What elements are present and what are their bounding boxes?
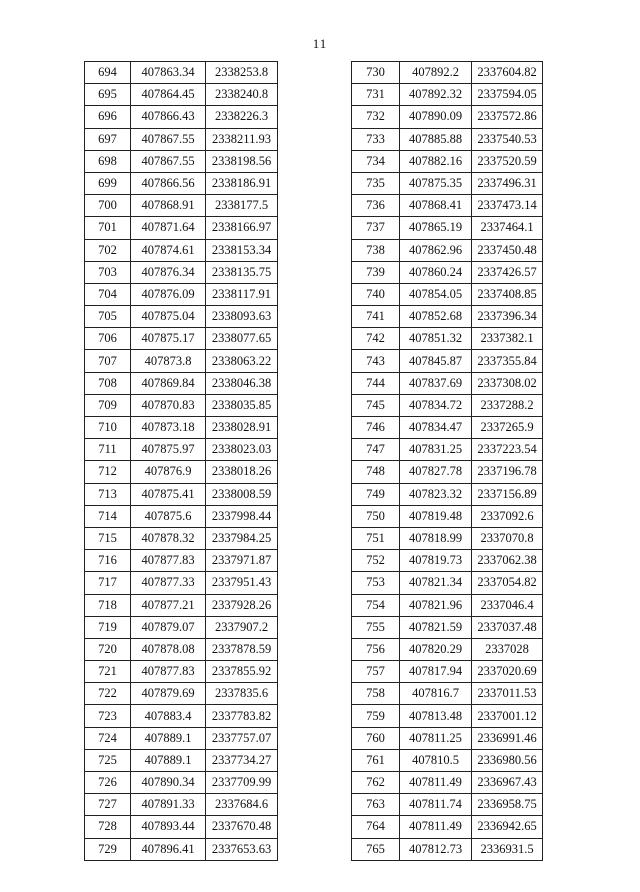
table-row bbox=[85, 106, 278, 128]
coordinates-table-left bbox=[84, 61, 278, 861]
table-row bbox=[85, 572, 278, 594]
table-row bbox=[85, 84, 278, 106]
y-coordinate-cell: 2338093.63 bbox=[206, 306, 278, 328]
table-row bbox=[352, 838, 543, 860]
y-coordinate-cell: 2336967.43 bbox=[472, 772, 543, 794]
table-row bbox=[352, 172, 543, 194]
x-coordinate-cell: 407869.84 bbox=[131, 372, 206, 394]
y-coordinate-cell: 2338198.56 bbox=[206, 150, 278, 172]
x-coordinate-cell: 407876.34 bbox=[131, 261, 206, 283]
x-coordinate-cell: 407882.16 bbox=[400, 150, 472, 172]
point-number-cell: 764 bbox=[352, 816, 400, 838]
y-coordinate-cell: 2336942.65 bbox=[472, 816, 543, 838]
table-row bbox=[85, 128, 278, 150]
y-coordinate-cell: 2337971.87 bbox=[206, 550, 278, 572]
point-number-cell: 705 bbox=[85, 306, 131, 328]
x-coordinate-cell: 407877.83 bbox=[131, 550, 206, 572]
x-coordinate-cell: 407834.47 bbox=[400, 417, 472, 439]
x-coordinate-cell: 407874.61 bbox=[131, 239, 206, 261]
point-number-cell: 744 bbox=[352, 372, 400, 394]
y-coordinate-cell: 2337382.1 bbox=[472, 328, 543, 350]
table-row bbox=[85, 794, 278, 816]
y-coordinate-cell: 2337783.82 bbox=[206, 705, 278, 727]
x-coordinate-cell: 407875.04 bbox=[131, 306, 206, 328]
x-coordinate-cell: 407811.25 bbox=[400, 727, 472, 749]
x-coordinate-cell: 407863.34 bbox=[131, 62, 206, 84]
point-number-cell: 715 bbox=[85, 527, 131, 549]
point-number-cell: 719 bbox=[85, 616, 131, 638]
x-coordinate-cell: 407875.97 bbox=[131, 439, 206, 461]
y-coordinate-cell: 2337907.2 bbox=[206, 616, 278, 638]
x-coordinate-cell: 407816.7 bbox=[400, 683, 472, 705]
point-number-cell: 717 bbox=[85, 572, 131, 594]
x-coordinate-cell: 407893.44 bbox=[131, 816, 206, 838]
y-coordinate-cell: 2337355.84 bbox=[472, 350, 543, 372]
table-row bbox=[352, 616, 543, 638]
x-coordinate-cell: 407873.18 bbox=[131, 417, 206, 439]
point-number-cell: 726 bbox=[85, 772, 131, 794]
point-number-cell: 707 bbox=[85, 350, 131, 372]
table-row bbox=[352, 572, 543, 594]
point-number-cell: 750 bbox=[352, 505, 400, 527]
point-number-cell: 739 bbox=[352, 261, 400, 283]
table-row bbox=[352, 372, 543, 394]
table-row bbox=[85, 328, 278, 350]
x-coordinate-cell: 407845.87 bbox=[400, 350, 472, 372]
table-row bbox=[352, 84, 543, 106]
y-coordinate-cell: 2337028 bbox=[472, 638, 543, 660]
table-row bbox=[352, 261, 543, 283]
table-row bbox=[352, 594, 543, 616]
x-coordinate-cell: 407868.91 bbox=[131, 195, 206, 217]
point-number-cell: 758 bbox=[352, 683, 400, 705]
table-row bbox=[85, 62, 278, 84]
point-number-cell: 722 bbox=[85, 683, 131, 705]
point-number-cell: 762 bbox=[352, 772, 400, 794]
point-number-cell: 743 bbox=[352, 350, 400, 372]
table-row bbox=[352, 727, 543, 749]
x-coordinate-cell: 407819.73 bbox=[400, 550, 472, 572]
table-row bbox=[352, 439, 543, 461]
point-number-cell: 757 bbox=[352, 661, 400, 683]
x-coordinate-cell: 407879.07 bbox=[131, 616, 206, 638]
y-coordinate-cell: 2337653.63 bbox=[206, 838, 278, 860]
x-coordinate-cell: 407837.69 bbox=[400, 372, 472, 394]
y-coordinate-cell: 2336980.56 bbox=[472, 749, 543, 771]
y-coordinate-cell: 2338186.91 bbox=[206, 172, 278, 194]
y-coordinate-cell: 2337396.34 bbox=[472, 306, 543, 328]
point-number-cell: 756 bbox=[352, 638, 400, 660]
table-row bbox=[85, 172, 278, 194]
point-number-cell: 735 bbox=[352, 172, 400, 194]
point-number-cell: 704 bbox=[85, 283, 131, 305]
y-coordinate-cell: 2338028.91 bbox=[206, 417, 278, 439]
x-coordinate-cell: 407818.99 bbox=[400, 527, 472, 549]
table-row bbox=[352, 283, 543, 305]
table-row bbox=[85, 749, 278, 771]
point-number-cell: 748 bbox=[352, 461, 400, 483]
point-number-cell: 697 bbox=[85, 128, 131, 150]
y-coordinate-cell: 2337928.26 bbox=[206, 594, 278, 616]
y-coordinate-cell: 2337496.31 bbox=[472, 172, 543, 194]
table-row bbox=[85, 372, 278, 394]
x-coordinate-cell: 407875.17 bbox=[131, 328, 206, 350]
x-coordinate-cell: 407890.34 bbox=[131, 772, 206, 794]
x-coordinate-cell: 407851.32 bbox=[400, 328, 472, 350]
table-row bbox=[85, 550, 278, 572]
x-coordinate-cell: 407821.34 bbox=[400, 572, 472, 594]
y-coordinate-cell: 2337540.53 bbox=[472, 128, 543, 150]
x-coordinate-cell: 407831.25 bbox=[400, 439, 472, 461]
point-number-cell: 733 bbox=[352, 128, 400, 150]
table-row bbox=[85, 417, 278, 439]
x-coordinate-cell: 407821.96 bbox=[400, 594, 472, 616]
x-coordinate-cell: 407860.24 bbox=[400, 261, 472, 283]
point-number-cell: 700 bbox=[85, 195, 131, 217]
y-coordinate-cell: 2338008.59 bbox=[206, 483, 278, 505]
y-coordinate-cell: 2336991.46 bbox=[472, 727, 543, 749]
point-number-cell: 730 bbox=[352, 62, 400, 84]
table-row bbox=[352, 417, 543, 439]
table-row bbox=[85, 527, 278, 549]
y-coordinate-cell: 2337288.2 bbox=[472, 394, 543, 416]
x-coordinate-cell: 407889.1 bbox=[131, 749, 206, 771]
y-coordinate-cell: 2338023.03 bbox=[206, 439, 278, 461]
x-coordinate-cell: 407811.49 bbox=[400, 816, 472, 838]
table-row bbox=[85, 261, 278, 283]
x-coordinate-cell: 407812.73 bbox=[400, 838, 472, 860]
x-coordinate-cell: 407813.48 bbox=[400, 705, 472, 727]
x-coordinate-cell: 407876.9 bbox=[131, 461, 206, 483]
table-row bbox=[352, 106, 543, 128]
table-row bbox=[352, 638, 543, 660]
y-coordinate-cell: 2337020.69 bbox=[472, 661, 543, 683]
x-coordinate-cell: 407876.09 bbox=[131, 283, 206, 305]
table-row bbox=[352, 661, 543, 683]
table-row bbox=[85, 727, 278, 749]
point-number-cell: 725 bbox=[85, 749, 131, 771]
point-number-cell: 741 bbox=[352, 306, 400, 328]
x-coordinate-cell: 407875.35 bbox=[400, 172, 472, 194]
table-row bbox=[352, 306, 543, 328]
x-coordinate-cell: 407889.1 bbox=[131, 727, 206, 749]
point-number-cell: 745 bbox=[352, 394, 400, 416]
point-number-cell: 752 bbox=[352, 550, 400, 572]
y-coordinate-cell: 2337984.25 bbox=[206, 527, 278, 549]
y-coordinate-cell: 2337464.1 bbox=[472, 217, 543, 239]
y-coordinate-cell: 2337835.6 bbox=[206, 683, 278, 705]
y-coordinate-cell: 2338240.8 bbox=[206, 84, 278, 106]
x-coordinate-cell: 407870.83 bbox=[131, 394, 206, 416]
point-number-cell: 760 bbox=[352, 727, 400, 749]
table-row bbox=[352, 527, 543, 549]
y-coordinate-cell: 2338035.85 bbox=[206, 394, 278, 416]
y-coordinate-cell: 2337604.82 bbox=[472, 62, 543, 84]
y-coordinate-cell: 2337046.4 bbox=[472, 594, 543, 616]
table-row bbox=[85, 239, 278, 261]
x-coordinate-cell: 407878.08 bbox=[131, 638, 206, 660]
point-number-cell: 694 bbox=[85, 62, 131, 84]
x-coordinate-cell: 407877.21 bbox=[131, 594, 206, 616]
point-number-cell: 729 bbox=[85, 838, 131, 860]
point-number-cell: 761 bbox=[352, 749, 400, 771]
y-coordinate-cell: 2338166.97 bbox=[206, 217, 278, 239]
y-coordinate-cell: 2337450.48 bbox=[472, 239, 543, 261]
x-coordinate-cell: 407820.29 bbox=[400, 638, 472, 660]
table-row bbox=[352, 683, 543, 705]
point-number-cell: 727 bbox=[85, 794, 131, 816]
table-row bbox=[85, 616, 278, 638]
y-coordinate-cell: 2337520.59 bbox=[472, 150, 543, 172]
x-coordinate-cell: 407819.48 bbox=[400, 505, 472, 527]
y-coordinate-cell: 2337054.82 bbox=[472, 572, 543, 594]
x-coordinate-cell: 407865.19 bbox=[400, 217, 472, 239]
y-coordinate-cell: 2338253.8 bbox=[206, 62, 278, 84]
table-row bbox=[85, 705, 278, 727]
point-number-cell: 765 bbox=[352, 838, 400, 860]
table-row bbox=[352, 217, 543, 239]
point-number-cell: 737 bbox=[352, 217, 400, 239]
point-number-cell: 720 bbox=[85, 638, 131, 660]
point-number-cell: 728 bbox=[85, 816, 131, 838]
y-coordinate-cell: 2338177.5 bbox=[206, 195, 278, 217]
y-coordinate-cell: 2337196.78 bbox=[472, 461, 543, 483]
table-row bbox=[85, 772, 278, 794]
y-coordinate-cell: 2338046.38 bbox=[206, 372, 278, 394]
x-coordinate-cell: 407879.69 bbox=[131, 683, 206, 705]
x-coordinate-cell: 407890.09 bbox=[400, 106, 472, 128]
x-coordinate-cell: 407852.68 bbox=[400, 306, 472, 328]
point-number-cell: 738 bbox=[352, 239, 400, 261]
y-coordinate-cell: 2338117.91 bbox=[206, 283, 278, 305]
point-number-cell: 703 bbox=[85, 261, 131, 283]
point-number-cell: 749 bbox=[352, 483, 400, 505]
point-number-cell: 701 bbox=[85, 217, 131, 239]
point-number-cell: 724 bbox=[85, 727, 131, 749]
point-number-cell: 723 bbox=[85, 705, 131, 727]
point-number-cell: 755 bbox=[352, 616, 400, 638]
y-coordinate-cell: 2337757.07 bbox=[206, 727, 278, 749]
x-coordinate-cell: 407875.41 bbox=[131, 483, 206, 505]
point-number-cell: 746 bbox=[352, 417, 400, 439]
y-coordinate-cell: 2337308.02 bbox=[472, 372, 543, 394]
point-number-cell: 709 bbox=[85, 394, 131, 416]
point-number-cell: 714 bbox=[85, 505, 131, 527]
point-number-cell: 759 bbox=[352, 705, 400, 727]
table-row bbox=[352, 705, 543, 727]
y-coordinate-cell: 2337473.14 bbox=[472, 195, 543, 217]
point-number-cell: 731 bbox=[352, 84, 400, 106]
table-row bbox=[85, 150, 278, 172]
x-coordinate-cell: 407873.8 bbox=[131, 350, 206, 372]
table-row bbox=[352, 483, 543, 505]
x-coordinate-cell: 407877.83 bbox=[131, 661, 206, 683]
point-number-cell: 716 bbox=[85, 550, 131, 572]
y-coordinate-cell: 2337156.89 bbox=[472, 483, 543, 505]
table-row bbox=[85, 461, 278, 483]
y-coordinate-cell: 2337062.38 bbox=[472, 550, 543, 572]
y-coordinate-cell: 2337265.9 bbox=[472, 417, 543, 439]
table-row bbox=[85, 594, 278, 616]
y-coordinate-cell: 2337426.57 bbox=[472, 261, 543, 283]
x-coordinate-cell: 407867.55 bbox=[131, 150, 206, 172]
point-number-cell: 751 bbox=[352, 527, 400, 549]
point-number-cell: 721 bbox=[85, 661, 131, 683]
x-coordinate-cell: 407871.64 bbox=[131, 217, 206, 239]
y-coordinate-cell: 2337670.48 bbox=[206, 816, 278, 838]
x-coordinate-cell: 407866.43 bbox=[131, 106, 206, 128]
y-coordinate-cell: 2337408.85 bbox=[472, 283, 543, 305]
y-coordinate-cell: 2336931.5 bbox=[472, 838, 543, 860]
table-row bbox=[85, 683, 278, 705]
x-coordinate-cell: 407892.2 bbox=[400, 62, 472, 84]
table-row bbox=[85, 195, 278, 217]
table-row bbox=[352, 150, 543, 172]
point-number-cell: 710 bbox=[85, 417, 131, 439]
point-number-cell: 753 bbox=[352, 572, 400, 594]
x-coordinate-cell: 407878.32 bbox=[131, 527, 206, 549]
table-row bbox=[352, 794, 543, 816]
x-coordinate-cell: 407811.74 bbox=[400, 794, 472, 816]
x-coordinate-cell: 407811.49 bbox=[400, 772, 472, 794]
table-row bbox=[352, 239, 543, 261]
x-coordinate-cell: 407821.59 bbox=[400, 616, 472, 638]
point-number-cell: 734 bbox=[352, 150, 400, 172]
y-coordinate-cell: 2336958.75 bbox=[472, 794, 543, 816]
y-coordinate-cell: 2337709.99 bbox=[206, 772, 278, 794]
x-coordinate-cell: 407883.4 bbox=[131, 705, 206, 727]
table-row bbox=[352, 394, 543, 416]
y-coordinate-cell: 2338135.75 bbox=[206, 261, 278, 283]
x-coordinate-cell: 407891.33 bbox=[131, 794, 206, 816]
table-row bbox=[352, 62, 543, 84]
table-row bbox=[352, 350, 543, 372]
y-coordinate-cell: 2337011.53 bbox=[472, 683, 543, 705]
page-number: 11 bbox=[312, 36, 328, 51]
point-number-cell: 708 bbox=[85, 372, 131, 394]
x-coordinate-cell: 407868.41 bbox=[400, 195, 472, 217]
table-row bbox=[352, 749, 543, 771]
point-number-cell: 699 bbox=[85, 172, 131, 194]
table-row bbox=[352, 128, 543, 150]
x-coordinate-cell: 407885.88 bbox=[400, 128, 472, 150]
y-coordinate-cell: 2337951.43 bbox=[206, 572, 278, 594]
table-row bbox=[352, 505, 543, 527]
y-coordinate-cell: 2337998.44 bbox=[206, 505, 278, 527]
table-row bbox=[85, 483, 278, 505]
y-coordinate-cell: 2337037.48 bbox=[472, 616, 543, 638]
y-coordinate-cell: 2338153.34 bbox=[206, 239, 278, 261]
point-number-cell: 736 bbox=[352, 195, 400, 217]
table-row bbox=[85, 217, 278, 239]
y-coordinate-cell: 2337070.8 bbox=[472, 527, 543, 549]
table-row bbox=[85, 394, 278, 416]
coordinates-table-right bbox=[351, 61, 543, 861]
table-row bbox=[85, 505, 278, 527]
table-row bbox=[352, 195, 543, 217]
point-number-cell: 718 bbox=[85, 594, 131, 616]
table-row bbox=[352, 550, 543, 572]
y-coordinate-cell: 2338077.65 bbox=[206, 328, 278, 350]
table-row bbox=[85, 350, 278, 372]
point-number-cell: 695 bbox=[85, 84, 131, 106]
x-coordinate-cell: 407862.96 bbox=[400, 239, 472, 261]
point-number-cell: 754 bbox=[352, 594, 400, 616]
table-row bbox=[85, 439, 278, 461]
x-coordinate-cell: 407867.55 bbox=[131, 128, 206, 150]
table-row bbox=[85, 661, 278, 683]
y-coordinate-cell: 2337092.6 bbox=[472, 505, 543, 527]
y-coordinate-cell: 2337684.6 bbox=[206, 794, 278, 816]
table-row bbox=[85, 638, 278, 660]
table-row bbox=[352, 772, 543, 794]
x-coordinate-cell: 407896.41 bbox=[131, 838, 206, 860]
point-number-cell: 698 bbox=[85, 150, 131, 172]
x-coordinate-cell: 407866.56 bbox=[131, 172, 206, 194]
x-coordinate-cell: 407810.5 bbox=[400, 749, 472, 771]
point-number-cell: 696 bbox=[85, 106, 131, 128]
y-coordinate-cell: 2337734.27 bbox=[206, 749, 278, 771]
table-row bbox=[85, 306, 278, 328]
x-coordinate-cell: 407827.78 bbox=[400, 461, 472, 483]
y-coordinate-cell: 2338063.22 bbox=[206, 350, 278, 372]
point-number-cell: 742 bbox=[352, 328, 400, 350]
table-row bbox=[85, 838, 278, 860]
y-coordinate-cell: 2338226.3 bbox=[206, 106, 278, 128]
x-coordinate-cell: 407823.32 bbox=[400, 483, 472, 505]
y-coordinate-cell: 2337878.59 bbox=[206, 638, 278, 660]
point-number-cell: 702 bbox=[85, 239, 131, 261]
point-number-cell: 763 bbox=[352, 794, 400, 816]
table-row bbox=[352, 328, 543, 350]
point-number-cell: 740 bbox=[352, 283, 400, 305]
point-number-cell: 747 bbox=[352, 439, 400, 461]
point-number-cell: 713 bbox=[85, 483, 131, 505]
x-coordinate-cell: 407875.6 bbox=[131, 505, 206, 527]
x-coordinate-cell: 407854.05 bbox=[400, 283, 472, 305]
y-coordinate-cell: 2337594.05 bbox=[472, 84, 543, 106]
y-coordinate-cell: 2338018.26 bbox=[206, 461, 278, 483]
x-coordinate-cell: 407834.72 bbox=[400, 394, 472, 416]
point-number-cell: 711 bbox=[85, 439, 131, 461]
y-coordinate-cell: 2337855.92 bbox=[206, 661, 278, 683]
x-coordinate-cell: 407892.32 bbox=[400, 84, 472, 106]
y-coordinate-cell: 2337572.86 bbox=[472, 106, 543, 128]
table-row bbox=[85, 816, 278, 838]
table-row bbox=[352, 816, 543, 838]
x-coordinate-cell: 407817.94 bbox=[400, 661, 472, 683]
point-number-cell: 712 bbox=[85, 461, 131, 483]
x-coordinate-cell: 407864.45 bbox=[131, 84, 206, 106]
y-coordinate-cell: 2338211.93 bbox=[206, 128, 278, 150]
point-number-cell: 706 bbox=[85, 328, 131, 350]
x-coordinate-cell: 407877.33 bbox=[131, 572, 206, 594]
point-number-cell: 732 bbox=[352, 106, 400, 128]
y-coordinate-cell: 2337223.54 bbox=[472, 439, 543, 461]
table-row bbox=[352, 461, 543, 483]
table-row bbox=[85, 283, 278, 305]
y-coordinate-cell: 2337001.12 bbox=[472, 705, 543, 727]
